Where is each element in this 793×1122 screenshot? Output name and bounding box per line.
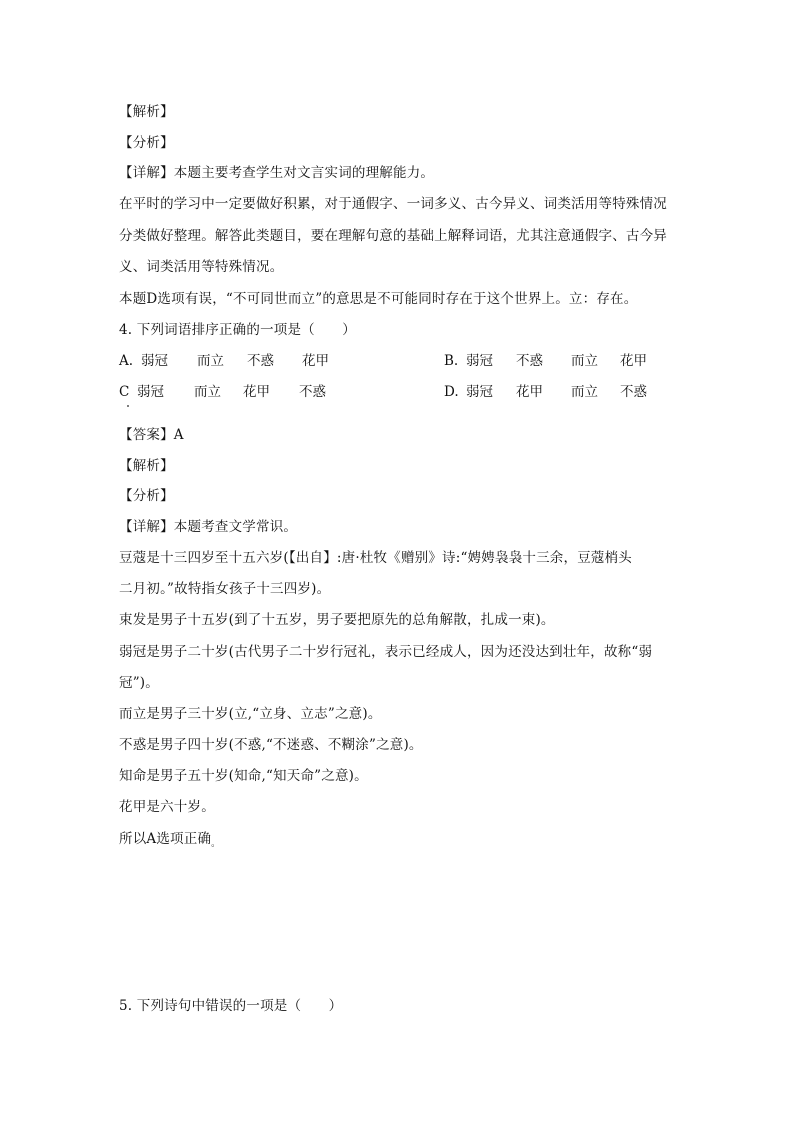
option-word: 花甲 [302,353,329,369]
option-word: 弱冠 [466,353,493,369]
q3-jiexi-heading: 【解析】 [119,104,174,120]
q4-explanation-line: 束发是男子十五岁(到了十五岁，男子要把原先的总角解散，扎成一束)。 [119,612,555,628]
option-word: 不惑 [620,384,647,400]
q3-fenxi-heading: 【分析】 [119,135,174,151]
option-word: 而立 [197,353,224,369]
q4-jiexi-heading: 【解析】 [119,458,174,474]
q4-xiangjie: 【详解】本题考查文学常识。 [119,519,298,535]
q4-conclusion-mark: 。 [211,839,221,849]
q4-explanation-line: 不惑是男子四十岁(不惑,“不迷惑、不糊涂”之意)。 [119,737,423,753]
q4-conclusion [119,830,220,853]
q4-stem: 4. 下列词语排序正确的一项是（ ） [119,322,356,338]
option-word: 弱冠 [141,353,168,369]
q4-explanation-line: 弱冠是男子二十岁(古代男子二十岁行冠礼，表示已经成人，因为还没达到壮年，故称“弱 [119,644,653,660]
option-word: 弱冠 [466,384,493,400]
option-word: 花甲 [243,384,270,400]
q4-fenxi-heading: 【分析】 [119,488,174,504]
option-word: 而立 [571,353,598,369]
q4-explanation-line: 知命是男子五十岁(知命,“知天命”之意)。 [119,768,368,784]
q3-xiangjie: 【详解】本题主要考查学生对文言实词的理解能力。 [119,165,435,181]
q4-explanation-line: 花甲是六十岁。 [119,799,215,815]
q3-paragraph-line: 义、词类活用等特殊情况。 [119,259,284,275]
option-label: A. [119,353,134,369]
q4-option-a [119,352,342,370]
option-label: C [119,384,130,400]
option-word: 而立 [571,384,598,400]
option-word: 弱冠 [137,384,164,400]
q4-answer: 【答案】A [119,427,184,443]
option-word: 花甲 [516,384,543,400]
q4-explanation-line: 豆蔻是十三四岁至十五六岁(【出自】:唐·杜牧《赠别》诗:“娉娉袅袅十三余，豆蔻梢头 [119,550,633,566]
q4-option-d [444,383,660,401]
q5-stem: 5. 下列诗句中错误的一项是（ ） [119,998,343,1014]
q4-conclusion-text: 所以A选项正确 [119,831,212,847]
q4-option-c [119,383,339,401]
option-word: 花甲 [620,353,647,369]
stray-dot [127,405,129,407]
q4-explanation-line: 而立是男子三十岁(立,“立身、立志”之意)。 [119,706,382,722]
option-label: D. [444,384,459,400]
option-word: 不惑 [516,353,543,369]
option-word: 不惑 [299,384,326,400]
q4-explanation-line: 冠”)。 [119,675,159,691]
option-label: B. [444,353,459,369]
option-word: 不惑 [247,353,274,369]
q4-explanation-line: 二月初。”故特指女孩子十三四岁)。 [119,581,331,597]
option-word: 而立 [194,384,221,400]
q3-conclusion: 本题D选项有误，“不可同世而立”的意思是不可能同时存在于这个世界上。立：存在。 [119,291,638,307]
q3-paragraph-line: 在平时的学习中一定要做好积累，对于通假字、一词多义、古今异义、词类活用等特殊情况 [119,196,667,212]
q4-option-b [444,352,660,370]
q3-paragraph-line: 分类做好整理。解答此类题目，要在理解句意的基础上解释词语，尤其注意通假字、古今异 [119,228,667,244]
